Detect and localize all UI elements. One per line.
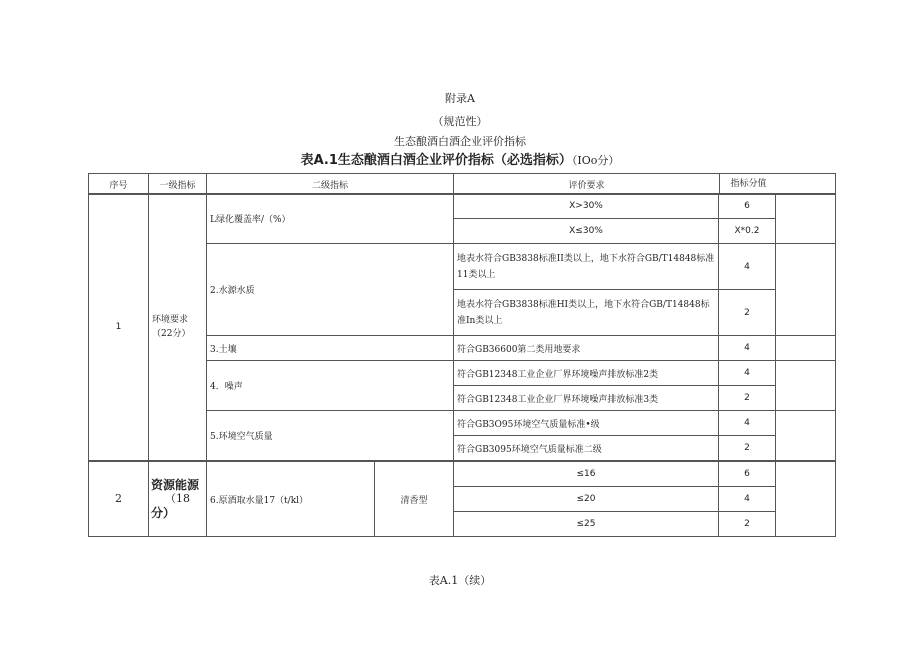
- indicator-table-body: [88, 193, 836, 461]
- level2-air-quality: 5.环境空气质量: [207, 411, 454, 461]
- remark-cell: [776, 336, 836, 361]
- score: 4: [719, 411, 776, 436]
- requirement: 地表水符合GB3838标准HI类以上，地下水符合GB/T14848标准In类以上: [454, 290, 719, 336]
- table-title-score: （IOo分）: [571, 154, 620, 167]
- score: 2: [719, 436, 776, 461]
- score: 2: [719, 512, 776, 537]
- col-header-no: 序号: [89, 174, 149, 195]
- level2-water-intake: 6.原酒取水量17（t/kl）: [207, 462, 375, 537]
- level2-water-quality: 2.水源水质: [207, 244, 454, 336]
- score: 6: [719, 194, 776, 219]
- score: 4: [719, 244, 776, 290]
- requirement: X>30%: [454, 194, 719, 219]
- remark-cell: [776, 244, 836, 336]
- level1-indicator: 环境要求（22分）: [149, 194, 207, 461]
- requirement: ≤16: [454, 462, 719, 487]
- liquor-type: 清香型: [375, 462, 454, 537]
- table-title: [0, 153, 920, 169]
- normative-label: （规范性）: [432, 115, 488, 128]
- remark-cell: [776, 462, 836, 537]
- level2-noise: 4．噪声: [207, 361, 454, 411]
- level2-soil: 3.土壤: [207, 336, 454, 361]
- appendix-label: 附录A: [445, 92, 475, 105]
- requirement: ≤25: [454, 512, 719, 537]
- score: 4: [719, 487, 776, 512]
- table-row: [89, 194, 836, 219]
- remark-cell: [776, 361, 836, 411]
- document-subtitle: 生态酿酒白酒企业评价指标: [394, 135, 526, 148]
- score: 6: [719, 462, 776, 487]
- requirement: 符合GB12348工业企业厂界环境噪声排放标准3类: [454, 386, 719, 411]
- row-number: 1: [89, 194, 149, 461]
- col-header-requirement: 评价要求: [568, 180, 605, 191]
- score: 4: [719, 361, 776, 386]
- col-header-group: [454, 174, 836, 195]
- level2-green-coverage: L绿化覆盖率/（%）: [207, 194, 454, 244]
- score: 2: [719, 386, 776, 411]
- indicator-table-body-2: [88, 461, 836, 537]
- level1-indicator: [149, 462, 207, 537]
- level1-indicator-name: 资源能源: [151, 478, 200, 492]
- col-header-level2: 二级指标: [207, 174, 454, 195]
- level1-indicator-score: （18: [165, 492, 190, 505]
- level1-indicator-score-unit: 分）: [151, 506, 176, 520]
- table-header-row: [89, 174, 836, 195]
- table-title-text: 表A.1生态酿酒白酒企业评价指标（必选指标）: [300, 153, 572, 168]
- row-number: 2: [89, 462, 149, 537]
- requirement: ≤20: [454, 487, 719, 512]
- remark-cell: [776, 411, 836, 461]
- col-header-level1: 一级指标: [149, 174, 207, 195]
- score: X*0.2: [719, 219, 776, 244]
- score: 4: [719, 336, 776, 361]
- requirement: X≤30%: [454, 219, 719, 244]
- requirement: 地表水符合GB3838标准II类以上，地下水符合GB/T14848标准11类以上: [454, 244, 719, 290]
- remark-cell: [776, 194, 836, 244]
- requirement: 符合GB3O95环境空气质量标准•级: [454, 411, 719, 436]
- table-continued-label: 表A.1（续）: [428, 574, 492, 587]
- indicator-table: [88, 173, 836, 195]
- requirement: 符合GB3095环境空气质量标准二级: [454, 436, 719, 461]
- requirement: 符合GB36600第二类用地要求: [454, 336, 719, 361]
- requirement: 符合GB12348工业企业厂界环境噪声排放标准2类: [454, 361, 719, 386]
- score: 2: [719, 290, 776, 336]
- table-row: [89, 462, 836, 487]
- col-header-score: 指标分值: [719, 174, 777, 194]
